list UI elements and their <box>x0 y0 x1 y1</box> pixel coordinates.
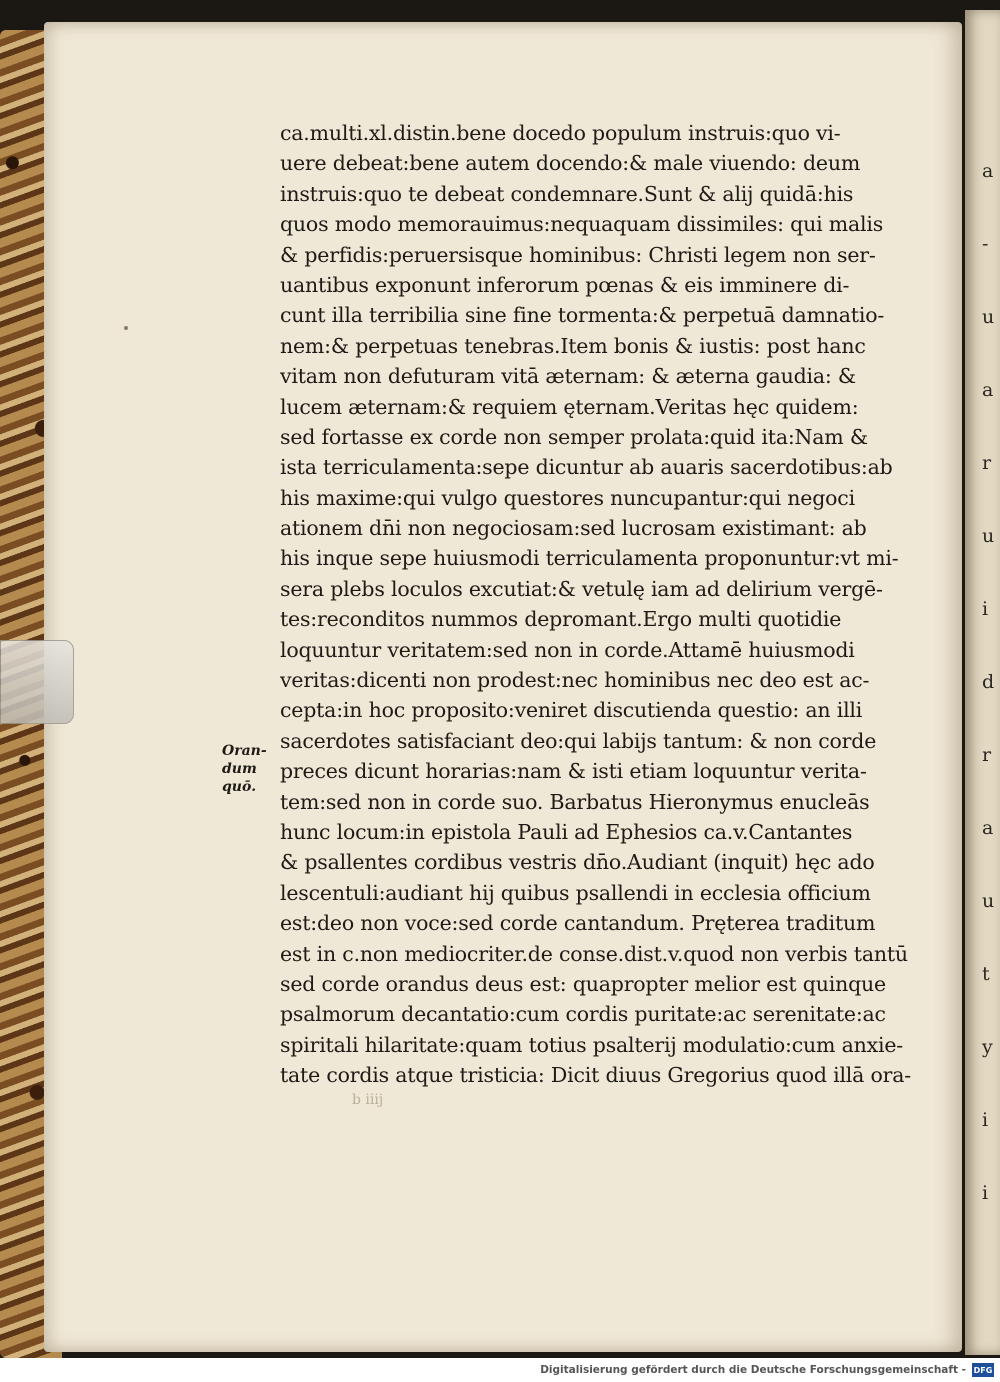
facing-page-char: d <box>982 671 995 693</box>
marginal-note-line: dum <box>222 761 257 777</box>
facing-page-char: y <box>982 1036 993 1058</box>
text-line: spiritali hilaritate:quam totius psalterij modulatio:cum anxie- <box>280 1032 903 1057</box>
signature-mark: b iiij <box>352 1092 384 1108</box>
text-line: quos modo memorauimus:nequaquam dissimiles: qui malis <box>280 212 884 237</box>
text-line: ca.multi.xl.distin.bene docedo populum instruis:quo vi- <box>280 121 841 145</box>
text-line: psalmorum decantatio:cum cordis puritate:ac serenitate:ac <box>280 1002 886 1027</box>
text-line: & psallentes cordibus vestris dn̄o.Audiant (inquit) hęc ado <box>280 850 875 875</box>
text-line: ista terriculamenta:sepe dicuntur ab auaris sacerdotibus:ab <box>280 455 893 480</box>
marginal-note-line: quō. <box>222 779 257 795</box>
marginal-note-line: Oran- <box>222 743 267 759</box>
text-line: preces dicunt horarias:nam & isti etiam loquuntur verita- <box>280 759 867 784</box>
text-line: ationem dn̄i non negociosam:sed lucrosam existimant: ab <box>280 516 867 541</box>
text-line: veritas:dicenti non prodest:nec hominibus nec deo est ac- <box>280 668 870 693</box>
facing-page-char: u <box>982 890 995 912</box>
text-line: tate cordis atque tristicia: Dicit diuus Gregorius quod illā ora- <box>280 1063 911 1088</box>
facing-page-char: a <box>982 379 994 401</box>
text-line: tes:reconditos nummos depromant.Ergo multi quotidie <box>280 607 842 632</box>
text-line: lucem æternam:& requiem ęternam.Veritas hęc quidem: <box>280 394 859 419</box>
facing-page-char: i <box>982 1109 989 1131</box>
facing-page <box>965 10 1000 1355</box>
text-line: sed fortasse ex corde non semper prolata:quid ita:Nam & <box>280 424 868 449</box>
text-line: vitam non defuturam vitā æternam: & æterna gaudia: & <box>280 364 856 389</box>
facing-page-char: u <box>982 306 995 328</box>
text-line: & perfidis:peruersisque hominibus: Christi legem non ser- <box>280 242 876 267</box>
text-line: uere debeat:bene autem docendo:& male viuendo: deum <box>280 151 861 176</box>
text-line: est in c.non mediocriter.de conse.dist.v.quod non verbis tantū <box>280 941 908 966</box>
facing-page-char: t <box>982 963 990 985</box>
text-line: cepta:in hoc proposito:veniret discutienda questio: an illi <box>280 698 863 723</box>
text-line: uantibus exponunt inferorum pœnas & eis imminere di- <box>280 272 850 297</box>
footer-bar <box>0 1358 1000 1382</box>
text-line: nem:& perpetuas tenebras.Item bonis & iustis: post hanc <box>280 333 866 358</box>
text-line: hunc locum:in epistola Pauli ad Ephesios ca.v.Cantantes <box>280 819 853 844</box>
text-line: loquuntur veritatem:sed non in corde.Attamē huiusmodi <box>280 637 855 662</box>
facing-page-char: a <box>982 160 994 182</box>
facing-page-char: - <box>982 233 989 255</box>
text-line: sera plebs loculos excutiat:& vetulę iam ad delirium vergē- <box>280 576 883 601</box>
text-line: his inque sepe huiusmodi terriculamenta proponuntur:vt mi- <box>280 546 899 571</box>
dfg-logo-icon: DFG <box>972 1363 994 1377</box>
page-clip <box>0 640 74 724</box>
text-line: est:deo non voce:sed corde cantandum. Pręterea traditum <box>280 911 876 936</box>
text-line: instruis:quo te debeat condemnare.Sunt & alij quidā:his <box>280 181 854 206</box>
facing-page-char: u <box>982 525 995 547</box>
text-line: cunt illa terribilia sine fine tormenta:& perpetuā damnatio- <box>280 303 885 328</box>
paper-spot <box>124 326 128 330</box>
facing-page-char: i <box>982 598 989 620</box>
facing-page-char: r <box>982 452 992 474</box>
text-line: sacerdotes satisfaciant deo:qui labijs tantum: & non corde <box>280 728 877 753</box>
footer-credit: Digitalisierung gefördert durch die Deutsche Forschungsgemeinschaft - <box>540 1364 966 1376</box>
marginal-note <box>222 742 270 796</box>
body-text <box>280 118 911 1091</box>
facing-page-char: a <box>982 817 994 839</box>
text-line: his maxime:qui vulgo questores nuncupantur:qui negoci <box>280 485 855 510</box>
text-line: lescentuli:audiant hij quibus psallendi in ecclesia officium <box>280 880 871 905</box>
facing-page-char: i <box>982 1182 989 1204</box>
facing-page-char: r <box>982 744 992 766</box>
text-line: sed corde orandus deus est: quapropter melior est quinque <box>280 971 886 996</box>
text-line: tem:sed non in corde suo. Barbatus Hieronymus enucleās <box>280 789 870 814</box>
